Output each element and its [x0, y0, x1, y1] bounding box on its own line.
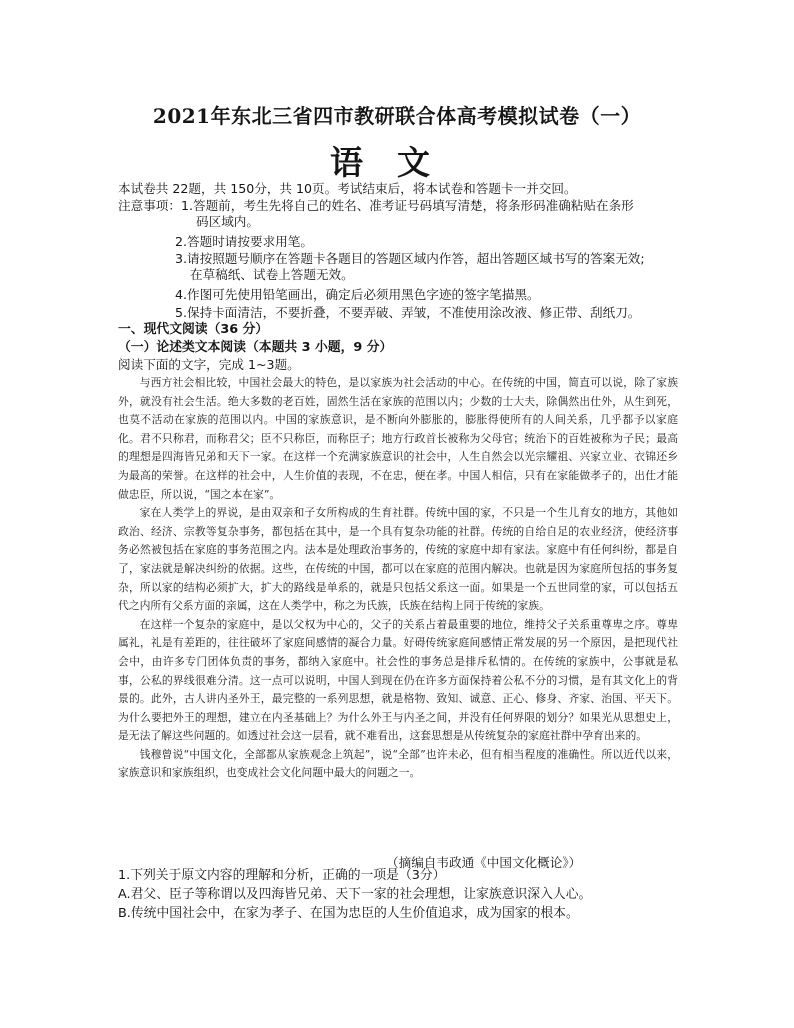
- notice-item-2: 2.答题时请按要求用笔。: [175, 234, 313, 249]
- passage-paragraph-2: 家在人类学上的界说，是由双亲和子女所构成的生育社群。传统中国的家，不只是一个生儿育女的地方，其他如政治、经济、宗教等复杂事务，都包括在其中，是一个具有复杂功能的社群。传统的自给自足的农业经济，使经济事务必然被包括在家庭的事务范围之内。法本是处理政治事务的，传统的家庭中却有家法。家庭中有任何纠纷，都是自了，家法就是解决纠纷的依据。这些，在传统的中国，都可以在家庭的范围内解决。也就是因为家庭所包括的事务复杂，所以家的结构必须扩大，扩大的路线是单系的，就是只包括父系这一面。如果是一个五世同堂的家，可以包括五代之内所有父系方面的亲属，这在人类学中，称之为氏族，氏族在结构上同于传统的家族。: [118, 506, 678, 613]
- question-1-option-b: B.传统中国社会中，在家为孝子、在国为忠臣的人生价值追求，成为国家的根本。: [118, 906, 579, 921]
- exam-title: 2021年东北三省四市教研联合体高考模拟试卷（一）: [152, 104, 642, 128]
- exam-info: 本试卷共 22题，共 150分，共 10页。考试结束后，将本试卷和答题卡一并交回。: [118, 181, 577, 196]
- notice-item-5: 5.保持卡面清洁，不要折叠，不要弄破、弄皱，不准使用涂改液、修正带、刮纸刀。: [175, 305, 641, 320]
- reading-prompt: 阅读下面的文字，完成 1~3题。: [118, 357, 300, 372]
- notice-item-3: 3.请按照题号顺序在答题卡各题目的答题区域内作答，超出答题区域书写的答案无效;: [175, 251, 645, 266]
- notice-label: 注意事项：: [118, 198, 181, 213]
- passage: [118, 374, 678, 783]
- passage-source: （摘编自韦政通《中国文化概论》）: [386, 855, 582, 870]
- passage-paragraph-1: 与西方社会相比较，中国社会最大的特色，是以家族为社会活动的中心。在传统的中国，简直可以说，除了家族外，就没有社会生活。绝大多数的老百姓，固然生活在家族的范围以内；少数的士大夫，除偶然出仕外，从生到死，也莫不活动在家族的范围以内。中国的家族意识，是不断向外膨胀的，膨胀得使所有的人间关系，几乎都予以家庭化。君不只称君，而称君父；臣不只称臣，而称臣子；地方行政首长被称为父母官；统治下的百姓被称为子民；最高的理想是四海皆兄弟和天下一家。在这样一个充满家族意识的社会中，人生自然会以光宗耀祖、兴家立业、衣锦还乡为最高的荣誉。在这样的社会中，人生价值的表现，不在忠，便在孝。中国人相信，只有在家能做孝子的，出仕才能做忠臣，所以说，“国之本在家”。: [118, 376, 678, 501]
- notice-item-1: [118, 198, 634, 213]
- notice-text-1a: 1.答题前，考生先将自己的姓名、准考证号码填写清楚，将条形码准确粘贴在条形: [180, 198, 634, 213]
- question-1-option-a: A.君父、臣子等称谓以及四海皆兄弟、天下一家的社会理想，让家族意识深入人心。: [118, 887, 592, 902]
- section-heading: 一、现代文阅读（36 分）: [118, 322, 269, 337]
- notice-item-4: 4.作图可先使用铅笔画出，确定后必须用黑色字迹的签字笔描黑。: [175, 287, 540, 302]
- notice-item-3b: 在草稿纸、试卷上答题无效。: [190, 267, 354, 282]
- question-1-stem: 1.下列关于原文内容的理解和分析，正确的一项是（3分）: [118, 868, 446, 883]
- subsection-heading: （一）论述类文本阅读（本题共 3 小题，9 分）: [118, 340, 393, 355]
- subject-title: 语文: [330, 143, 464, 182]
- passage-paragraph-3: 在这样一个复杂的家庭中，是以父权为中心的，父子的关系占着最重要的地位，维持父子关系重尊卑之序。尊卑属礼，礼是有差距的，往往破坏了家庭间感情的凝合力量。好碍传统家庭间感情正常发展的另一个原因，是把现代社会中，由许多专门团体负责的事务，都纳入家庭中。社会性的事务总是排斥私情的。在传统的家族中，公事就是私事，公私的界线很难分清。这一点可以说明，中国人到现在仍在许多方面保持着公私不分的习惯，是有其文化上的背景的。此外，古人讲内圣外王，最完整的一系列思想，就是格物、致知、诚意、正心、修身、齐家、治国、平天下。为什么要把外王的理想，建立在内圣基础上？为什么外王与内圣之间，并没有任何界限的划分？如果光从思想史上，是无法了解这些问题的。如透过社会这一层看，就不难看出，这套思想是从传统复杂的家庭社群中孕育出来的。: [118, 617, 678, 743]
- passage-paragraph-4: 钱穆曾说“中国文化，全部都从家族观念上筑起”，说“全部”也许未必，但有相当程度的准确性。所以近代以来，家族意识和家族组织，也变成社会文化问题中最大的问题之一。: [118, 747, 678, 780]
- notice-text-1b: 码区域内。: [196, 214, 259, 229]
